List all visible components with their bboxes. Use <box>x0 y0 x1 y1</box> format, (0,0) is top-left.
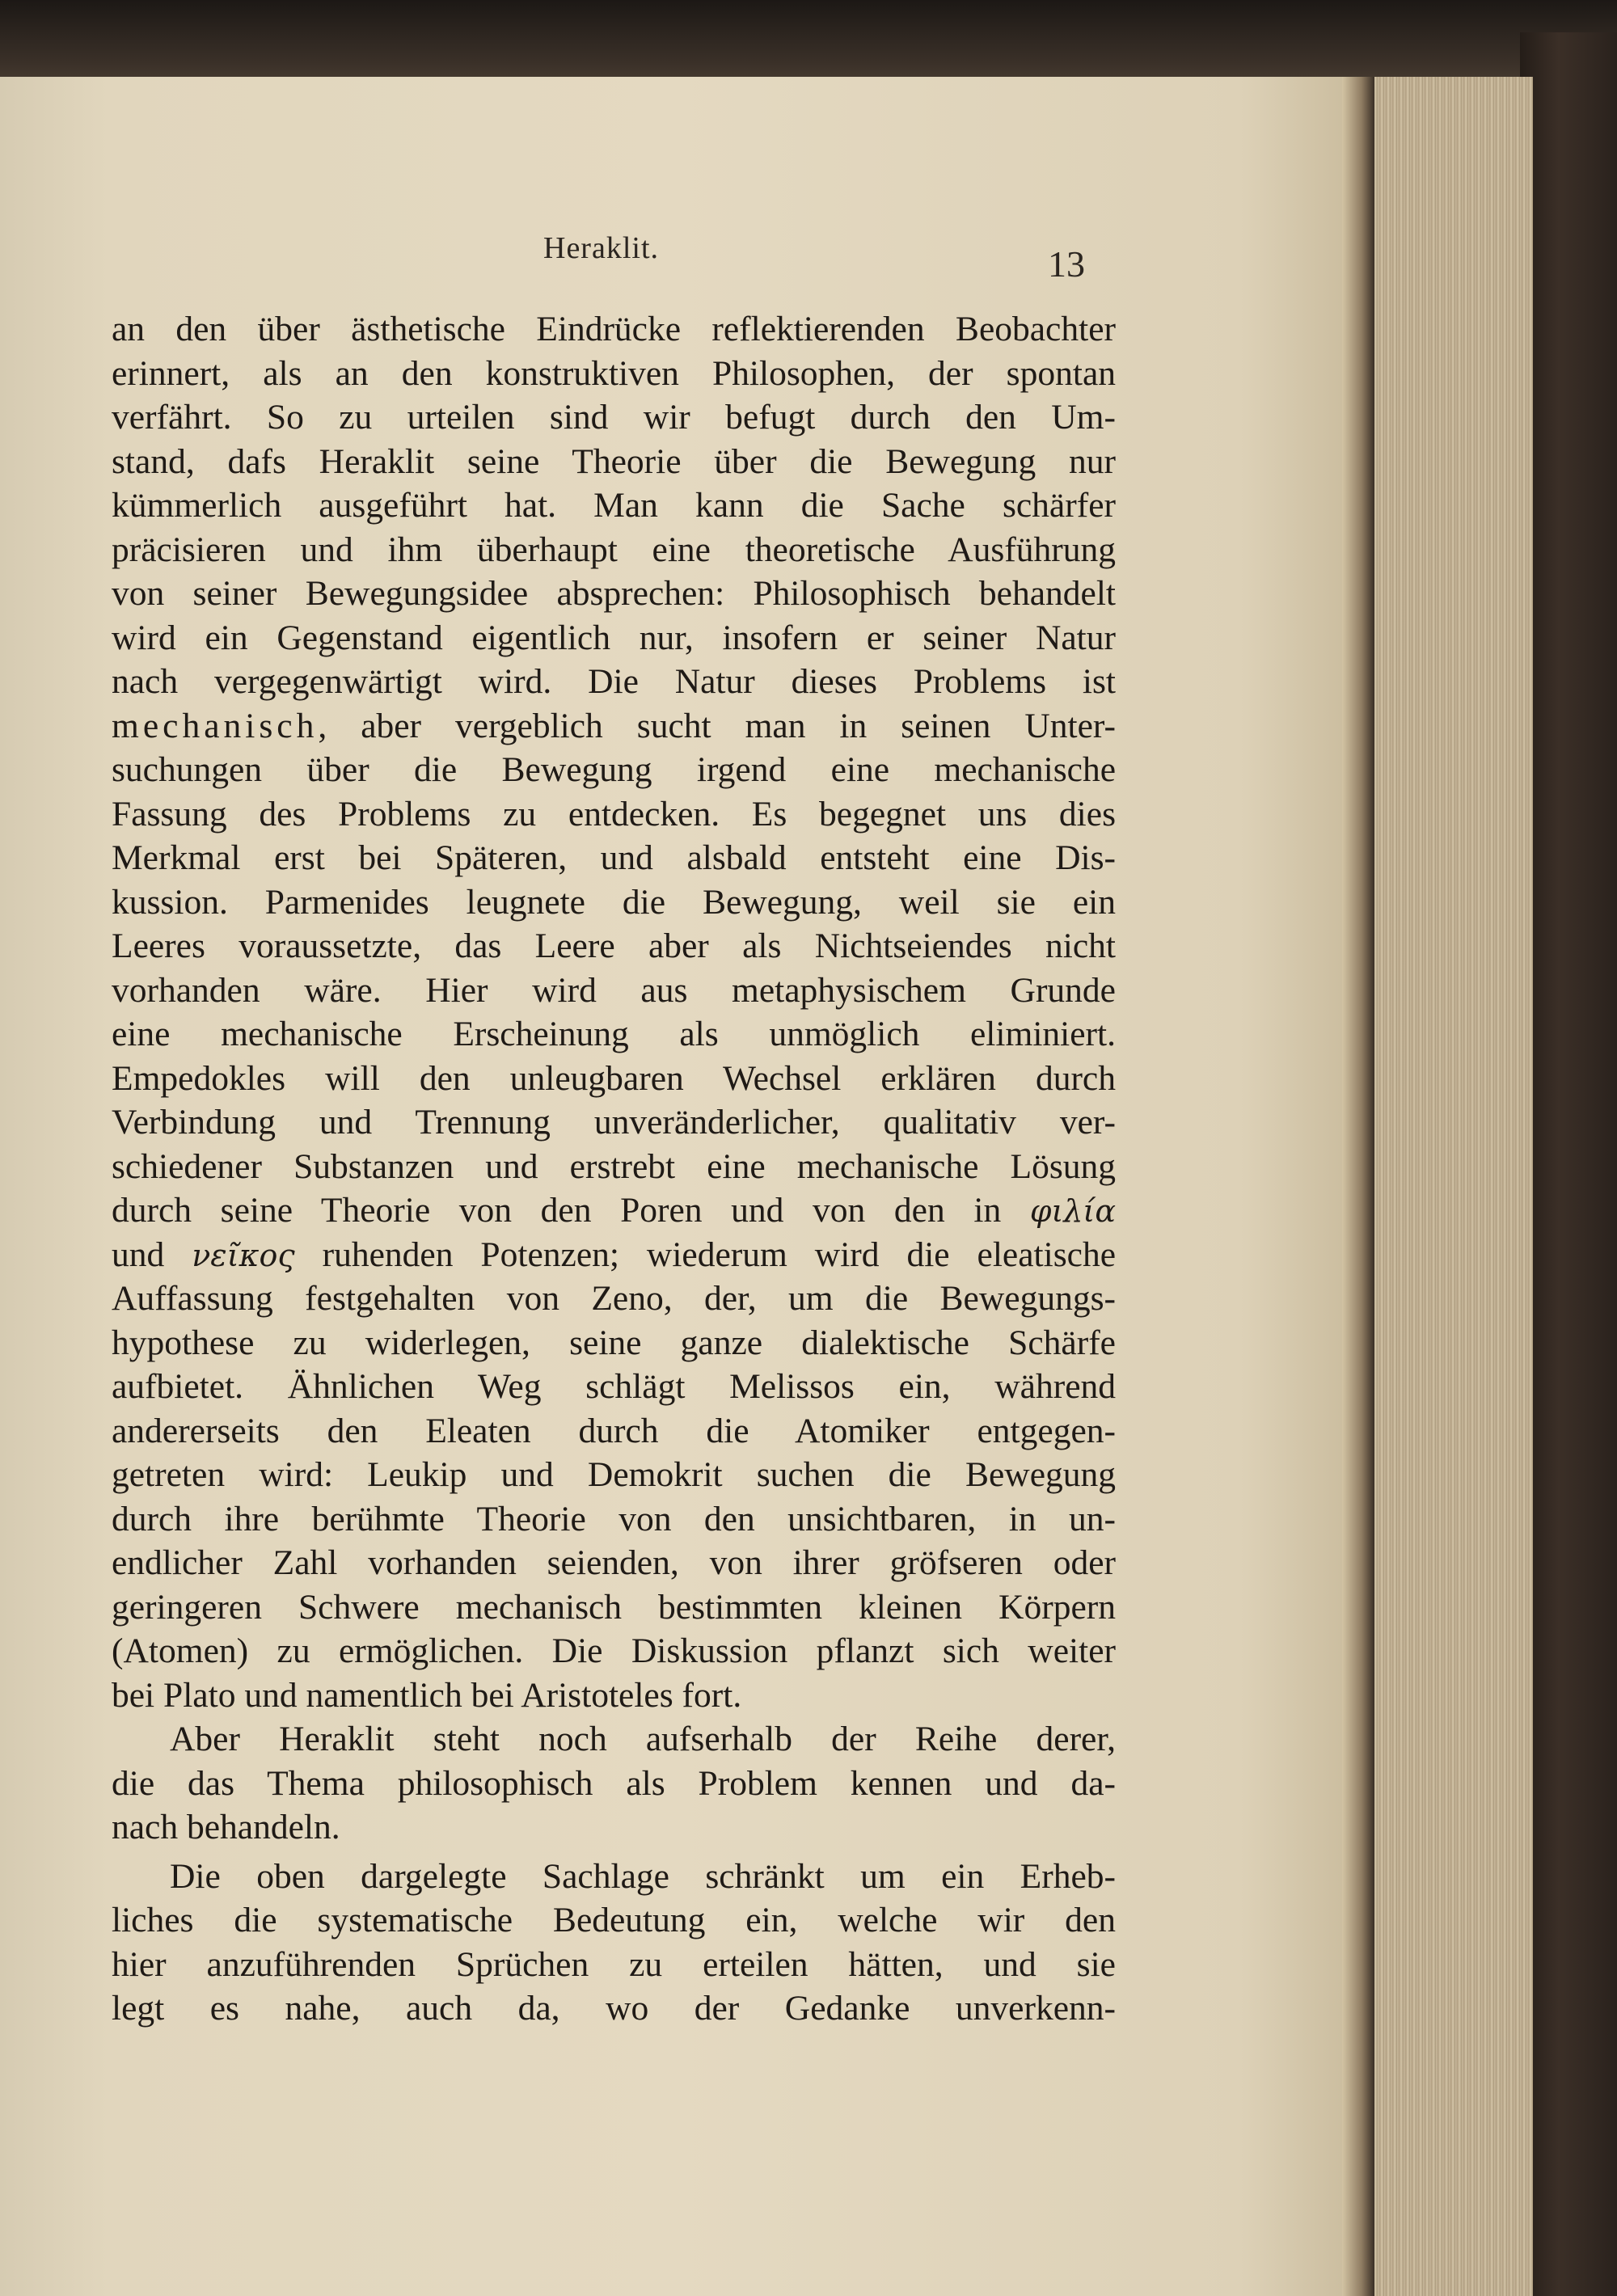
scan-background-top <box>0 0 1617 89</box>
text-line <box>112 1233 1116 1277</box>
text-line: suchungen über die Bewegung irgend eine mechanische <box>112 750 1116 789</box>
text-line: präcisieren und ihm überhaupt eine theoretische Ausführung <box>112 530 1116 569</box>
text-fragment: und <box>112 1235 165 1274</box>
text-line: getreten wird: Leukip und Demokrit suchen die Bewegung <box>112 1455 1116 1494</box>
body-text <box>112 307 1116 2031</box>
text-line: aufbietet. Ähnlichen Weg schlägt Melissos ein, während <box>112 1367 1116 1406</box>
text-fragment: , aber vergeblich sucht man in seinen Unter- <box>318 706 1116 745</box>
text-line: stand, dafs Heraklit seine Theorie über die Bewegung nur <box>112 441 1116 481</box>
text-line: Auffassung festgehalten von Zeno, der, um die Bewegungs- <box>112 1279 1116 1318</box>
greek-word: νεῖκος <box>192 1237 295 1273</box>
text-line: an den über ästhetische Eindrücke reflektierenden Beobachter <box>112 310 1116 348</box>
text-line: kussion. Parmenides leugnete die Bewegung, weil sie ein <box>112 882 1116 922</box>
text-line: nach vergegenwärtigt wird. Die Natur dieses Problems ist <box>112 662 1116 701</box>
text-line: Fassung des Problems zu entdecken. Es begegnet uns dies <box>112 794 1116 834</box>
text-line: durch ihre berühmte Theorie von den unsichtbaren, in un- <box>112 1499 1116 1538</box>
text-line: bei Plato und namentlich bei Aristoteles fort. <box>112 1675 742 1715</box>
text-line: geringeren Schwere mechanisch bestimmten kleinen Körpern <box>112 1587 1116 1627</box>
text-line: erinnert, als an den konstruktiven Philosophen, der spontan <box>112 353 1116 393</box>
text-line: verfährt. So zu urteilen sind wir befugt durch den Um- <box>112 398 1116 437</box>
text-line: Empedokles will den unleugbaren Wechsel erklären durch <box>112 1058 1116 1098</box>
text-fragment: ruhenden Potenzen; wiederum wird die eleatische <box>322 1235 1117 1274</box>
text-line <box>112 704 1116 749</box>
text-line: hypothese zu widerlegen, seine ganze dialektische Schärfe <box>112 1323 1116 1362</box>
text-line: vorhanden wäre. Hier wird aus metaphysischem Grunde <box>112 970 1116 1010</box>
text-line: endlicher Zahl vorhanden seienden, von ihrer gröfseren oder <box>112 1543 1116 1582</box>
text-line: Merkmal erst bei Späteren, und alsbald entsteht eine Dis- <box>112 838 1116 877</box>
text-line: liches die systematische Bedeutung ein, welche wir den <box>112 1901 1116 1939</box>
text-line: hier anzuführenden Sprüchen zu erteilen hätten, und sie <box>112 1944 1116 1984</box>
book-cover-edge <box>1520 32 1617 2296</box>
page-number: 13 <box>1048 243 1085 285</box>
running-head: Heraklit. <box>543 231 660 265</box>
paragraph-2 <box>112 1717 1116 1850</box>
paragraph-3 <box>112 1855 1116 2031</box>
text-line: schiedener Substanzen und erstrebt eine mechanische Lösung <box>112 1146 1116 1186</box>
text-line: Aber Heraklit steht noch aufserhalb der Reihe derer, <box>170 1720 1116 1758</box>
page-gutter-shadow <box>1342 77 1374 2296</box>
greek-word: φιλία <box>1029 1193 1116 1229</box>
paragraph-1 <box>112 307 1116 1717</box>
text-line: die das Thema philosophisch als Problem kennen und da- <box>112 1763 1116 1803</box>
text-line <box>112 1188 1116 1233</box>
text-line: (Atomen) zu ermöglichen. Die Diskussion pflanzt sich weiter <box>112 1631 1116 1670</box>
text-line: nach behandeln. <box>112 1808 340 1847</box>
text-line: legt es nahe, auch da, wo der Gedanke unverkenn- <box>112 1989 1116 2028</box>
text-line: kümmerlich ausgeführt hat. Man kann die Sache schärfer <box>112 486 1116 525</box>
text-line: Verbindung und Trennung unveränderlicher, qualitativ ver- <box>112 1103 1116 1142</box>
page-block-edges <box>1366 77 1533 2296</box>
text-line: andererseits den Eleaten durch die Atomiker entgegen- <box>112 1411 1116 1450</box>
text-fragment: durch seine Theorie von den Poren und von den in <box>112 1191 1002 1230</box>
text-line: Die oben dargelegte Sachlage schränkt um ein Erheb- <box>170 1856 1116 1896</box>
text-line: eine mechanische Erscheinung als unmöglich eliminiert. <box>112 1015 1116 1053</box>
text-line: Leeres voraussetzte, das Leere aber als Nichtseiendes nicht <box>112 926 1116 965</box>
emphasized-word: mechanisch <box>112 706 319 745</box>
text-line: von seiner Bewegungsidee absprechen: Philosophisch behandelt <box>112 574 1116 613</box>
text-line: wird ein Gegenstand eigentlich nur, insofern er seiner Natur <box>112 618 1116 657</box>
